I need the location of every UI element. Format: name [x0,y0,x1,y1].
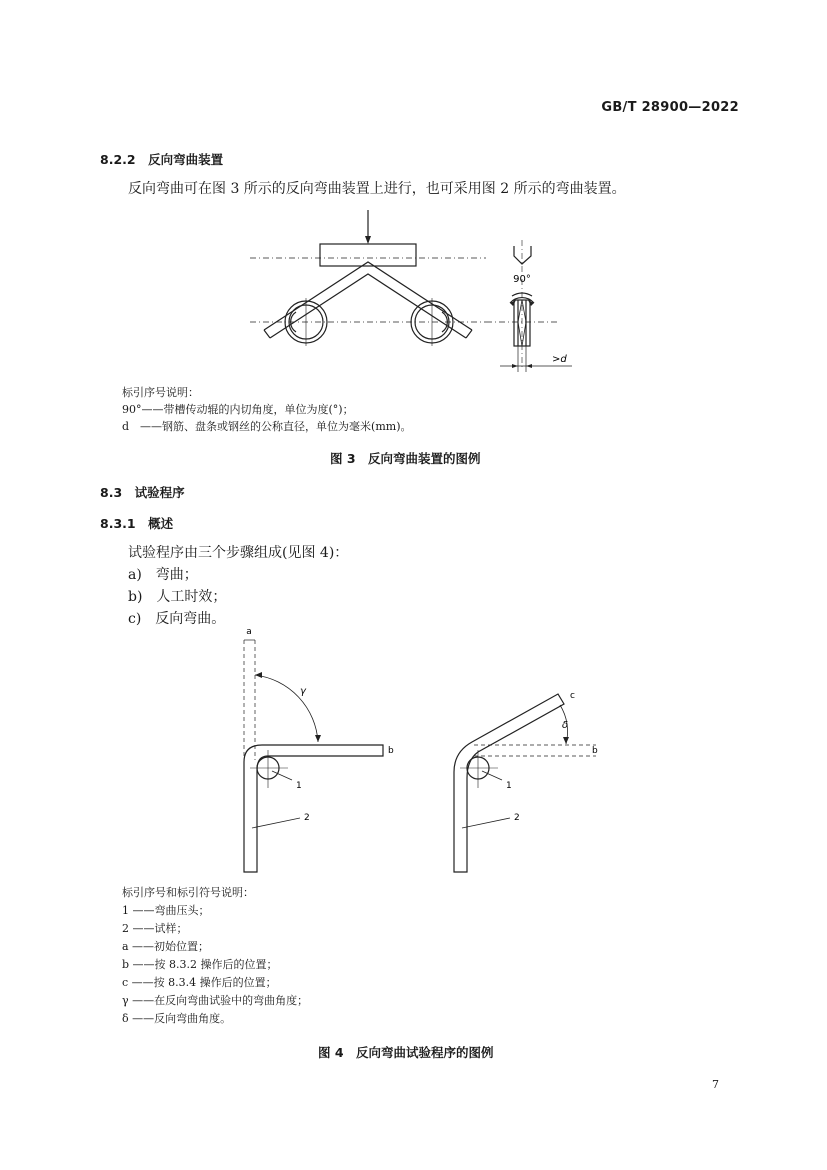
label-delta: δ [562,720,569,731]
label-gamma: γ [300,686,306,697]
figure-3-legend-item: 90°——带槽传动辊的内切角度，单位为度(°)； [122,403,354,416]
figure-3-legend-item: d ——钢筋、盘条或钢丝的公称直径，单位为毫米(mm)。 [122,420,412,433]
figure-4-legend-item: b ——按 8.3.2 操作后的位置； [122,958,278,971]
section-8-2-2-body: 反向弯曲可在图 3 所示的反向弯曲装置上进行，也可采用图 2 所示的弯曲装置。 [128,181,626,197]
figure-4-legend-item: 2 ——试样； [122,922,188,935]
page-number: 7 [712,1078,719,1091]
figure-4-legend-item: δ ——反向弯曲角度。 [122,1012,232,1025]
procedure-step: a) 弯曲； [128,567,198,583]
label-2-right: 2 [514,813,520,823]
procedure-step: c) 反向弯曲。 [128,611,226,627]
figure-4-legend-title: 标引序号和标引符号说明： [122,886,254,899]
section-8-3-title: 8.3 试验程序 [100,485,185,500]
figure-4-legend-item: c ——按 8.3.4 操作后的位置； [122,976,277,989]
figure-3-dimension-label: >d [552,354,567,365]
label-b-right: b [592,746,598,756]
label-b: b [388,746,394,756]
section-8-3-1-title: 8.3.1 概述 [100,516,174,531]
standard-number: GB/T 28900—2022 [601,100,739,115]
section-8-2-2-title: 8.2.2 反向弯曲装置 [100,152,224,167]
figure-4-legend-item: γ ——在反向弯曲试验中的弯曲角度； [122,994,309,1007]
section-8-3-1-body: 试验程序由三个步骤组成(见图 4)： [128,545,349,561]
figure-3-caption: 图 3 反向弯曲装置的图例 [330,451,481,466]
figure-4-caption: 图 4 反向弯曲试验程序的图例 [318,1045,494,1060]
procedure-step: b) 人工时效； [128,589,227,605]
label-2: 2 [304,813,310,823]
figure-4-legend-item: a ——初始位置； [122,940,210,953]
label-a: a [246,627,252,637]
figure-4-legend-item: 1 ——弯曲压头； [122,904,210,917]
label-1-right: 1 [506,781,512,791]
figure-3-angle-label: 90° [513,274,531,285]
label-c: c [570,691,575,701]
figure-3-legend-title: 标引序号说明： [122,386,199,399]
label-1: 1 [296,781,302,791]
